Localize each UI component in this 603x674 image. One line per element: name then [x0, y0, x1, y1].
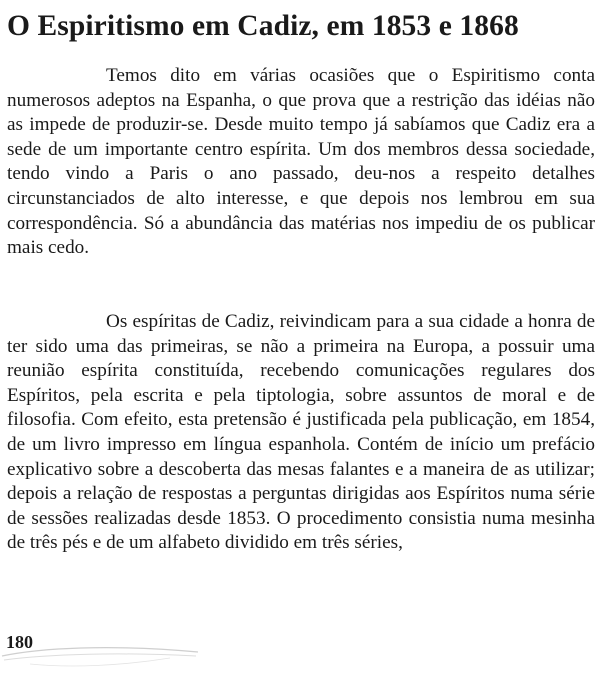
body-paragraph-2: Os espíritas de Cadiz, reivindicam para a sua cidade a honra de ter sido uma das primeiras, se não a primeira na Europa, a possuir uma reunião espírita constituída, recebendo comunicações regulares dos Espíritos, pela escrita e pela tiptologia, sobre assuntos de moral e de filosofia. Com efeito, esta pretensão é justificada pela publicação, em 1854, de um livro impresso em língua espanhola. Contém de início um prefácio explicativo sobre a descoberta das mesas falantes e a maneira de as utilizar; depois a relação de respostas a perguntas dirigidas aos Espíritos numa série de sessões realizadas desde 1853. O procedimento consistia numa mesinha de três pés e de um alfabeto dividido em três séries, — [7, 311, 595, 554]
page-number: 180 — [6, 632, 33, 652]
page-title: O Espiritismo em Cadiz, em 1853 e 1868 — [7, 10, 519, 42]
body-paragraph-1: Temos dito em várias ocasiões que o Espiritismo conta numerosos adeptos na Espanha, o que prova que a restrição das idéias não as impede de produzir-se. Desde muito tempo já sabíamos que Cadiz era a sede de um importante centro espírita. Um dos membros dessa sociedade, tendo vindo a Paris o ano passado, deu-nos a respeito detalhes circunstanciados de alto interesse, e que depois nos lembrou em sua correspondência. Só a abundância das matérias nos impediu de os publicar mais cedo. — [7, 65, 595, 259]
